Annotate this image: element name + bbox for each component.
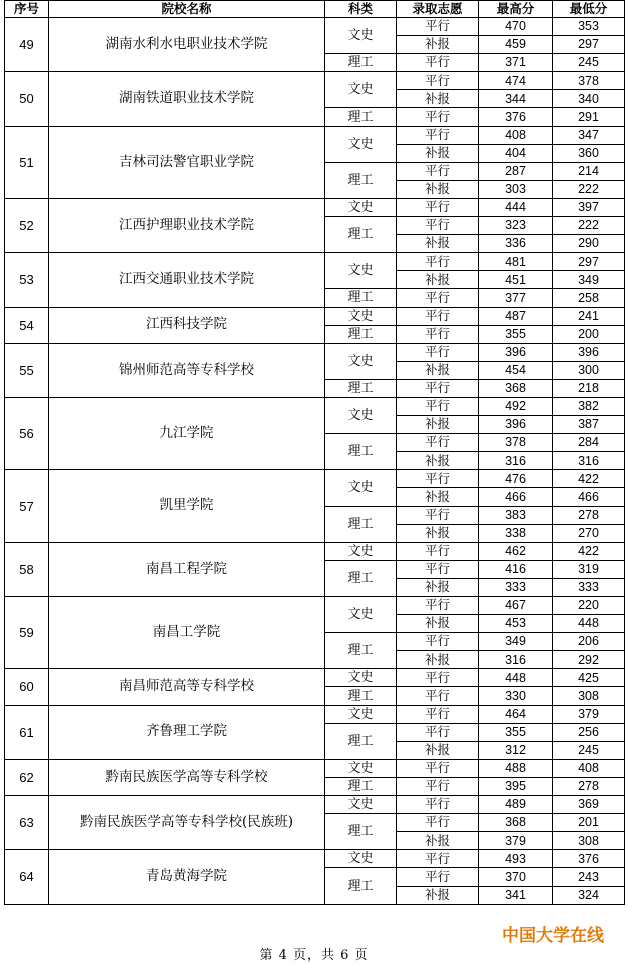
volunteer-type: 补报 xyxy=(397,36,479,54)
max-score: 470 xyxy=(479,18,553,36)
school-name: 黔南民族医学高等专科学校 xyxy=(49,759,325,795)
min-score: 379 xyxy=(553,705,625,723)
max-score: 378 xyxy=(479,434,553,452)
max-score: 476 xyxy=(479,470,553,488)
school-seq: 51 xyxy=(5,126,49,198)
school-seq: 64 xyxy=(5,850,49,904)
table-row xyxy=(5,470,625,488)
max-score: 376 xyxy=(479,108,553,126)
volunteer-type: 平行 xyxy=(397,343,479,361)
subject-category: 文史 xyxy=(325,669,397,687)
header-category: 科类 xyxy=(325,1,397,18)
subject-category: 理工 xyxy=(325,777,397,795)
max-score: 355 xyxy=(479,325,553,343)
max-score: 488 xyxy=(479,759,553,777)
min-score: 319 xyxy=(553,560,625,578)
table-row xyxy=(5,343,625,361)
min-score: 200 xyxy=(553,325,625,343)
table-row xyxy=(5,597,625,615)
subject-category: 理工 xyxy=(325,633,397,669)
volunteer-type: 补报 xyxy=(397,235,479,253)
min-score: 396 xyxy=(553,343,625,361)
volunteer-type: 平行 xyxy=(397,506,479,524)
min-score: 278 xyxy=(553,777,625,795)
subject-category: 文史 xyxy=(325,597,397,633)
school-seq: 58 xyxy=(5,542,49,596)
max-score: 466 xyxy=(479,488,553,506)
volunteer-type: 平行 xyxy=(397,814,479,832)
school-name: 吉林司法警官职业学院 xyxy=(49,126,325,198)
max-score: 404 xyxy=(479,144,553,162)
school-seq: 61 xyxy=(5,705,49,759)
max-score: 287 xyxy=(479,162,553,180)
volunteer-type: 补报 xyxy=(397,651,479,669)
min-score: 324 xyxy=(553,886,625,904)
min-score: 291 xyxy=(553,108,625,126)
max-score: 316 xyxy=(479,452,553,470)
min-score: 382 xyxy=(553,397,625,415)
school-seq: 52 xyxy=(5,198,49,252)
volunteer-type: 平行 xyxy=(397,307,479,325)
subject-category: 理工 xyxy=(325,434,397,470)
max-score: 370 xyxy=(479,868,553,886)
school-name: 南昌师范高等专科学校 xyxy=(49,669,325,705)
min-score: 243 xyxy=(553,868,625,886)
subject-category: 文史 xyxy=(325,542,397,560)
volunteer-type: 平行 xyxy=(397,850,479,868)
volunteer-type: 平行 xyxy=(397,687,479,705)
page-footer: 第 4 页，共 6 页 xyxy=(259,948,369,963)
volunteer-type: 补报 xyxy=(397,488,479,506)
table-row xyxy=(5,796,625,814)
max-score: 336 xyxy=(479,235,553,253)
volunteer-type: 补报 xyxy=(397,524,479,542)
min-score: 340 xyxy=(553,90,625,108)
max-score: 368 xyxy=(479,379,553,397)
max-score: 408 xyxy=(479,126,553,144)
school-seq: 49 xyxy=(5,18,49,72)
volunteer-type: 平行 xyxy=(397,253,479,271)
max-score: 316 xyxy=(479,651,553,669)
max-score: 453 xyxy=(479,615,553,633)
max-score: 492 xyxy=(479,397,553,415)
min-score: 292 xyxy=(553,651,625,669)
max-score: 396 xyxy=(479,416,553,434)
min-score: 206 xyxy=(553,633,625,651)
school-seq: 56 xyxy=(5,397,49,469)
subject-category: 理工 xyxy=(325,560,397,596)
volunteer-type: 补报 xyxy=(397,615,479,633)
school-seq: 60 xyxy=(5,669,49,705)
min-score: 376 xyxy=(553,850,625,868)
min-score: 222 xyxy=(553,217,625,235)
school-name: 湖南铁道职业技术学院 xyxy=(49,72,325,126)
school-seq: 50 xyxy=(5,72,49,126)
volunteer-type: 平行 xyxy=(397,705,479,723)
volunteer-type: 平行 xyxy=(397,560,479,578)
min-score: 245 xyxy=(553,54,625,72)
max-score: 395 xyxy=(479,777,553,795)
max-score: 312 xyxy=(479,741,553,759)
volunteer-type: 补报 xyxy=(397,90,479,108)
header-seq: 序号 xyxy=(5,1,49,18)
min-score: 258 xyxy=(553,289,625,307)
table-row xyxy=(5,126,625,144)
max-score: 481 xyxy=(479,253,553,271)
min-score: 422 xyxy=(553,470,625,488)
min-score: 290 xyxy=(553,235,625,253)
table-row xyxy=(5,253,625,271)
watermark-text: 中国大学在线 xyxy=(502,926,604,946)
min-score: 349 xyxy=(553,271,625,289)
volunteer-type: 平行 xyxy=(397,796,479,814)
volunteer-type: 平行 xyxy=(397,108,479,126)
school-name: 江西交通职业技术学院 xyxy=(49,253,325,307)
subject-category: 理工 xyxy=(325,379,397,397)
min-score: 297 xyxy=(553,253,625,271)
table-row xyxy=(5,18,625,36)
min-score: 466 xyxy=(553,488,625,506)
subject-category: 理工 xyxy=(325,868,397,904)
header-row xyxy=(5,1,625,18)
subject-category: 文史 xyxy=(325,759,397,777)
volunteer-type: 平行 xyxy=(397,542,479,560)
subject-category: 文史 xyxy=(325,18,397,54)
volunteer-type: 平行 xyxy=(397,759,479,777)
min-score: 422 xyxy=(553,542,625,560)
subject-category: 理工 xyxy=(325,162,397,198)
volunteer-type: 平行 xyxy=(397,777,479,795)
min-score: 222 xyxy=(553,180,625,198)
volunteer-type: 平行 xyxy=(397,162,479,180)
table-row xyxy=(5,850,625,868)
subject-category: 文史 xyxy=(325,198,397,216)
table-row xyxy=(5,542,625,560)
min-score: 218 xyxy=(553,379,625,397)
min-score: 378 xyxy=(553,72,625,90)
volunteer-type: 平行 xyxy=(397,868,479,886)
school-name: 南昌工程学院 xyxy=(49,542,325,596)
max-score: 451 xyxy=(479,271,553,289)
school-name: 湖南水利水电职业技术学院 xyxy=(49,18,325,72)
admission-scores-table xyxy=(4,0,625,905)
min-score: 297 xyxy=(553,36,625,54)
school-seq: 57 xyxy=(5,470,49,542)
subject-category: 文史 xyxy=(325,72,397,108)
max-score: 493 xyxy=(479,850,553,868)
subject-category: 理工 xyxy=(325,506,397,542)
school-seq: 55 xyxy=(5,343,49,397)
min-score: 245 xyxy=(553,741,625,759)
min-score: 308 xyxy=(553,832,625,850)
subject-category: 理工 xyxy=(325,108,397,126)
volunteer-type: 平行 xyxy=(397,54,479,72)
subject-category: 文史 xyxy=(325,253,397,289)
min-score: 448 xyxy=(553,615,625,633)
max-score: 464 xyxy=(479,705,553,723)
subject-category: 文史 xyxy=(325,850,397,868)
subject-category: 文史 xyxy=(325,397,397,433)
max-score: 383 xyxy=(479,506,553,524)
max-score: 462 xyxy=(479,542,553,560)
min-score: 220 xyxy=(553,597,625,615)
school-seq: 53 xyxy=(5,253,49,307)
volunteer-type: 平行 xyxy=(397,397,479,415)
subject-category: 理工 xyxy=(325,325,397,343)
max-score: 416 xyxy=(479,560,553,578)
min-score: 408 xyxy=(553,759,625,777)
max-score: 368 xyxy=(479,814,553,832)
school-name: 齐鲁理工学院 xyxy=(49,705,325,759)
volunteer-type: 平行 xyxy=(397,470,479,488)
max-score: 371 xyxy=(479,54,553,72)
volunteer-type: 平行 xyxy=(397,597,479,615)
school-seq: 59 xyxy=(5,597,49,669)
subject-category: 文史 xyxy=(325,126,397,162)
volunteer-type: 平行 xyxy=(397,325,479,343)
header-school: 院校名称 xyxy=(49,1,325,18)
max-score: 355 xyxy=(479,723,553,741)
min-score: 201 xyxy=(553,814,625,832)
max-score: 487 xyxy=(479,307,553,325)
volunteer-type: 补报 xyxy=(397,180,479,198)
min-score: 316 xyxy=(553,452,625,470)
school-seq: 63 xyxy=(5,796,49,850)
max-score: 303 xyxy=(479,180,553,198)
max-score: 489 xyxy=(479,796,553,814)
min-score: 353 xyxy=(553,18,625,36)
school-name: 青岛黄海学院 xyxy=(49,850,325,904)
volunteer-type: 补报 xyxy=(397,886,479,904)
table-row xyxy=(5,307,625,325)
min-score: 369 xyxy=(553,796,625,814)
min-score: 347 xyxy=(553,126,625,144)
table-row xyxy=(5,669,625,687)
max-score: 323 xyxy=(479,217,553,235)
table-row xyxy=(5,397,625,415)
header-min-score: 最低分 xyxy=(553,1,625,18)
max-score: 444 xyxy=(479,198,553,216)
max-score: 467 xyxy=(479,597,553,615)
volunteer-type: 补报 xyxy=(397,832,479,850)
min-score: 278 xyxy=(553,506,625,524)
school-seq: 54 xyxy=(5,307,49,343)
subject-category: 理工 xyxy=(325,723,397,759)
min-score: 308 xyxy=(553,687,625,705)
max-score: 341 xyxy=(479,886,553,904)
max-score: 338 xyxy=(479,524,553,542)
volunteer-type: 补报 xyxy=(397,452,479,470)
school-name: 锦州师范高等专科学校 xyxy=(49,343,325,397)
subject-category: 理工 xyxy=(325,814,397,850)
max-score: 396 xyxy=(479,343,553,361)
volunteer-type: 平行 xyxy=(397,18,479,36)
min-score: 397 xyxy=(553,198,625,216)
volunteer-type: 补报 xyxy=(397,144,479,162)
school-name: 凯里学院 xyxy=(49,470,325,542)
subject-category: 文史 xyxy=(325,796,397,814)
max-score: 379 xyxy=(479,832,553,850)
table-row xyxy=(5,705,625,723)
table-row xyxy=(5,198,625,216)
school-name: 南昌工学院 xyxy=(49,597,325,669)
min-score: 270 xyxy=(553,524,625,542)
subject-category: 文史 xyxy=(325,705,397,723)
min-score: 360 xyxy=(553,144,625,162)
subject-category: 文史 xyxy=(325,307,397,325)
min-score: 284 xyxy=(553,434,625,452)
volunteer-type: 平行 xyxy=(397,633,479,651)
volunteer-type: 平行 xyxy=(397,669,479,687)
school-name: 黔南民族医学高等专科学校(民族班) xyxy=(49,796,325,850)
subject-category: 理工 xyxy=(325,54,397,72)
subject-category: 文史 xyxy=(325,470,397,506)
subject-category: 理工 xyxy=(325,687,397,705)
max-score: 333 xyxy=(479,578,553,596)
subject-category: 理工 xyxy=(325,217,397,253)
school-name: 江西护理职业技术学院 xyxy=(49,198,325,252)
header-max-score: 最高分 xyxy=(479,1,553,18)
table-row xyxy=(5,759,625,777)
volunteer-type: 补报 xyxy=(397,271,479,289)
volunteer-type: 平行 xyxy=(397,379,479,397)
volunteer-type: 平行 xyxy=(397,72,479,90)
max-score: 349 xyxy=(479,633,553,651)
volunteer-type: 补报 xyxy=(397,416,479,434)
volunteer-type: 平行 xyxy=(397,126,479,144)
subject-category: 理工 xyxy=(325,289,397,307)
max-score: 448 xyxy=(479,669,553,687)
volunteer-type: 平行 xyxy=(397,723,479,741)
min-score: 300 xyxy=(553,361,625,379)
school-seq: 62 xyxy=(5,759,49,795)
max-score: 474 xyxy=(479,72,553,90)
table-row xyxy=(5,72,625,90)
min-score: 425 xyxy=(553,669,625,687)
max-score: 377 xyxy=(479,289,553,307)
max-score: 454 xyxy=(479,361,553,379)
max-score: 330 xyxy=(479,687,553,705)
subject-category: 文史 xyxy=(325,343,397,379)
volunteer-type: 平行 xyxy=(397,434,479,452)
min-score: 256 xyxy=(553,723,625,741)
min-score: 333 xyxy=(553,578,625,596)
school-name: 九江学院 xyxy=(49,397,325,469)
min-score: 241 xyxy=(553,307,625,325)
school-name: 江西科技学院 xyxy=(49,307,325,343)
min-score: 387 xyxy=(553,416,625,434)
max-score: 459 xyxy=(479,36,553,54)
volunteer-type: 补报 xyxy=(397,361,479,379)
header-volunteer: 录取志愿 xyxy=(397,1,479,18)
volunteer-type: 平行 xyxy=(397,217,479,235)
volunteer-type: 平行 xyxy=(397,198,479,216)
volunteer-type: 平行 xyxy=(397,289,479,307)
volunteer-type: 补报 xyxy=(397,741,479,759)
volunteer-type: 补报 xyxy=(397,578,479,596)
min-score: 214 xyxy=(553,162,625,180)
max-score: 344 xyxy=(479,90,553,108)
